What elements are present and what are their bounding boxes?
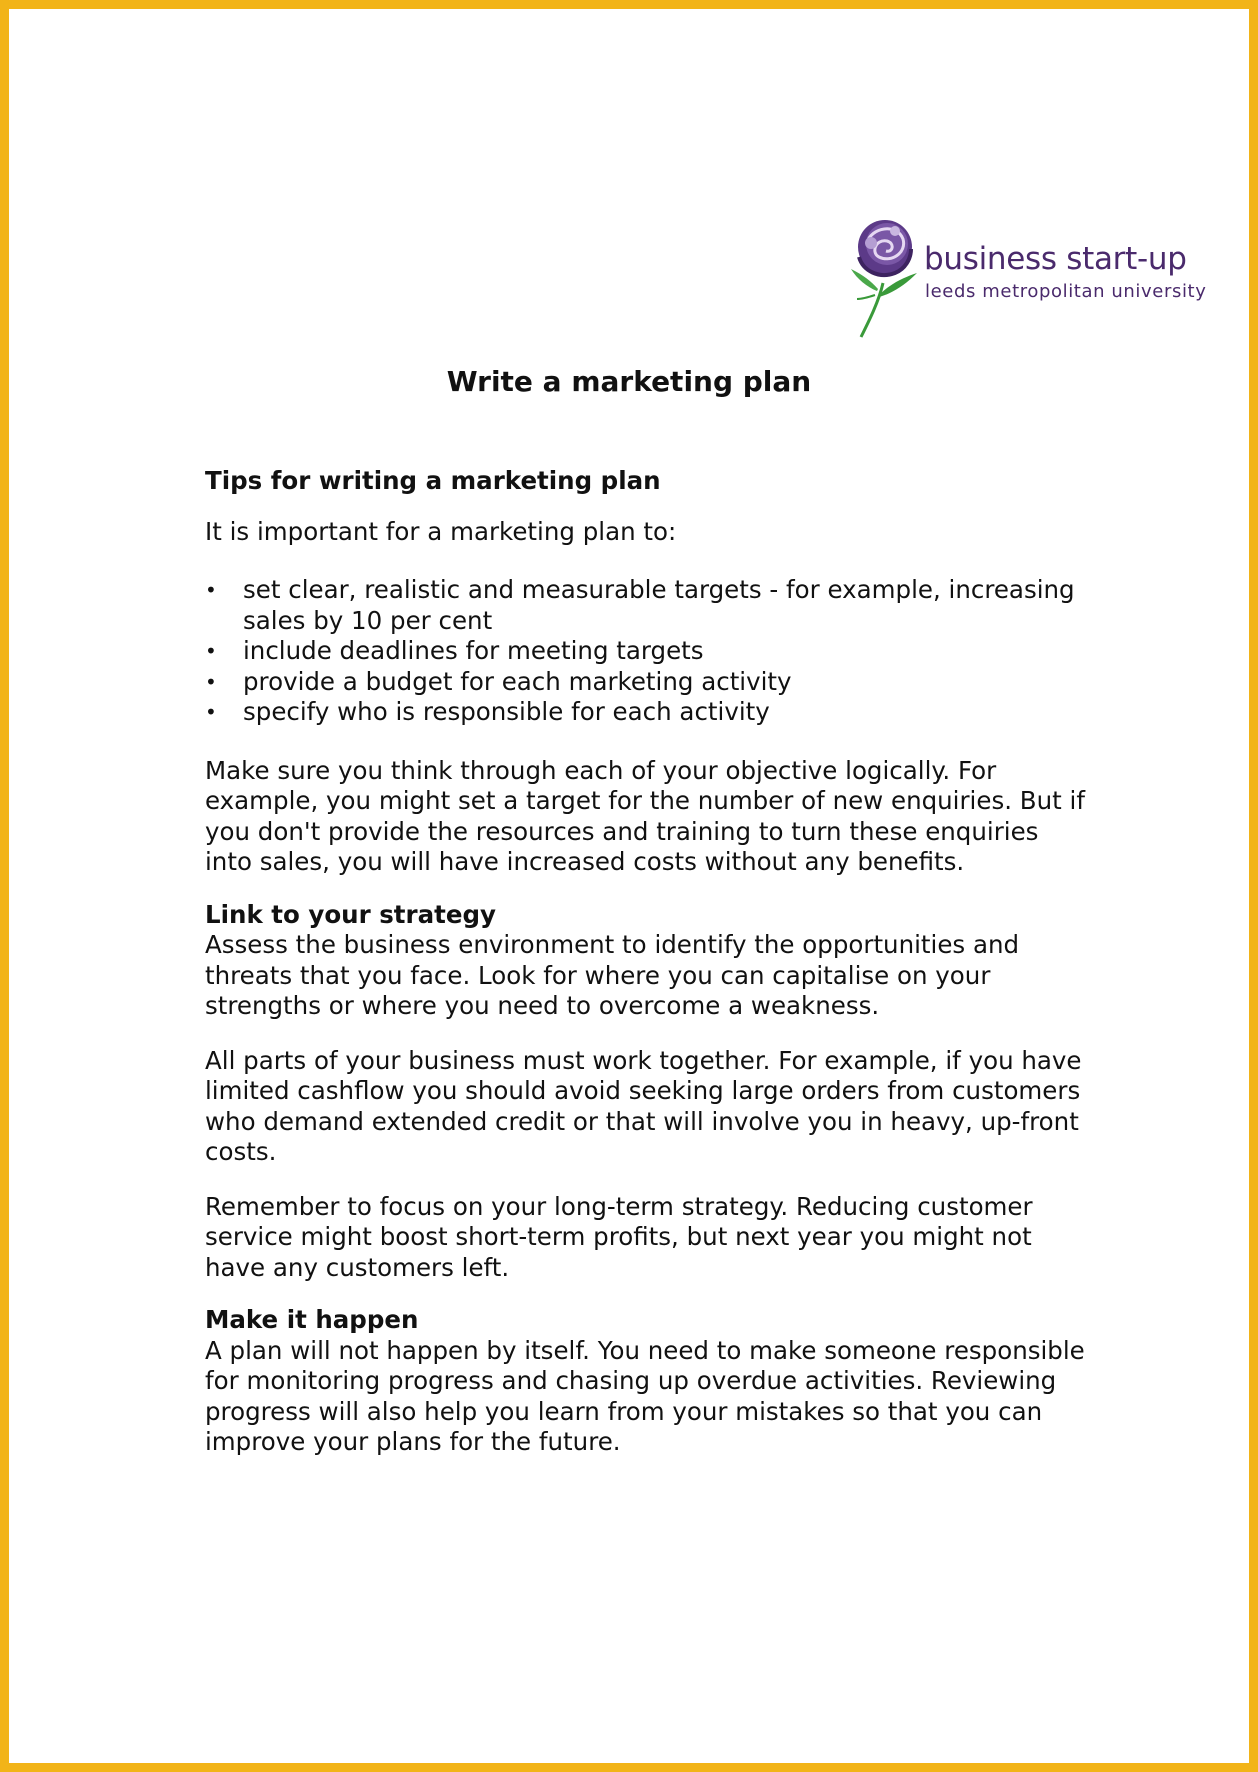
make-it-happen-heading: Make it happen [205, 1305, 419, 1334]
logo-subtitle: leeds metropolitan university [925, 281, 1207, 302]
tips-list [205, 575, 1085, 728]
list-item: • include deadlines for meeting targets [205, 636, 1085, 667]
tips-heading: Tips for writing a marketing plan [205, 466, 661, 495]
strategy-paragraph: Assess the business environment to identify the opportunities and threats that you face. Look for where you can capitalise on your strengths or where you need to overcome a weakness. [205, 930, 1020, 1020]
business-start-up-logo [845, 213, 1215, 345]
objectives-paragraph: Make sure you think through each of your objective logically. For example, you might set a target for the number of new enquiries. But if you don't provide the resources and training to turn these enquiries into sales, you will have increased costs without any benefits. [205, 755, 1085, 876]
list-item: • specify who is responsible for each activity [205, 697, 1085, 728]
logo-title: business start-up [924, 241, 1187, 277]
strategy-paragraph: All parts of your business must work together. For example, if you have limited cashflow you should avoid seeking large orders from customers who demand extended credit or that will involve you in heavy, up-front costs. [205, 1045, 1082, 1166]
document-title: Write a marketing plan [446, 365, 812, 398]
strategy-heading: Link to your strategy [205, 899, 496, 929]
rose-logo-icon [845, 213, 925, 343]
make-it-happen-paragraph: A plan will not happen by itself. You need to make someone responsible for monitoring progress and chasing up overdue activities. Reviewing progress will also help you learn from your mistakes so that you can improve your plans for the future. [205, 1335, 1085, 1456]
list-item: • set clear, realistic and measurable targets - for example, increasing sales by 10 per cent [205, 575, 1085, 636]
document-body [205, 466, 1085, 1458]
list-item: • provide a budget for each marketing activity [205, 667, 1085, 698]
intro-text: It is important for a marketing plan to: [205, 516, 677, 546]
strategy-paragraph: Remember to focus on your long-term strategy. Reducing customer service might boost short-term profits, but next year you might not have any customers left. [205, 1191, 1033, 1282]
